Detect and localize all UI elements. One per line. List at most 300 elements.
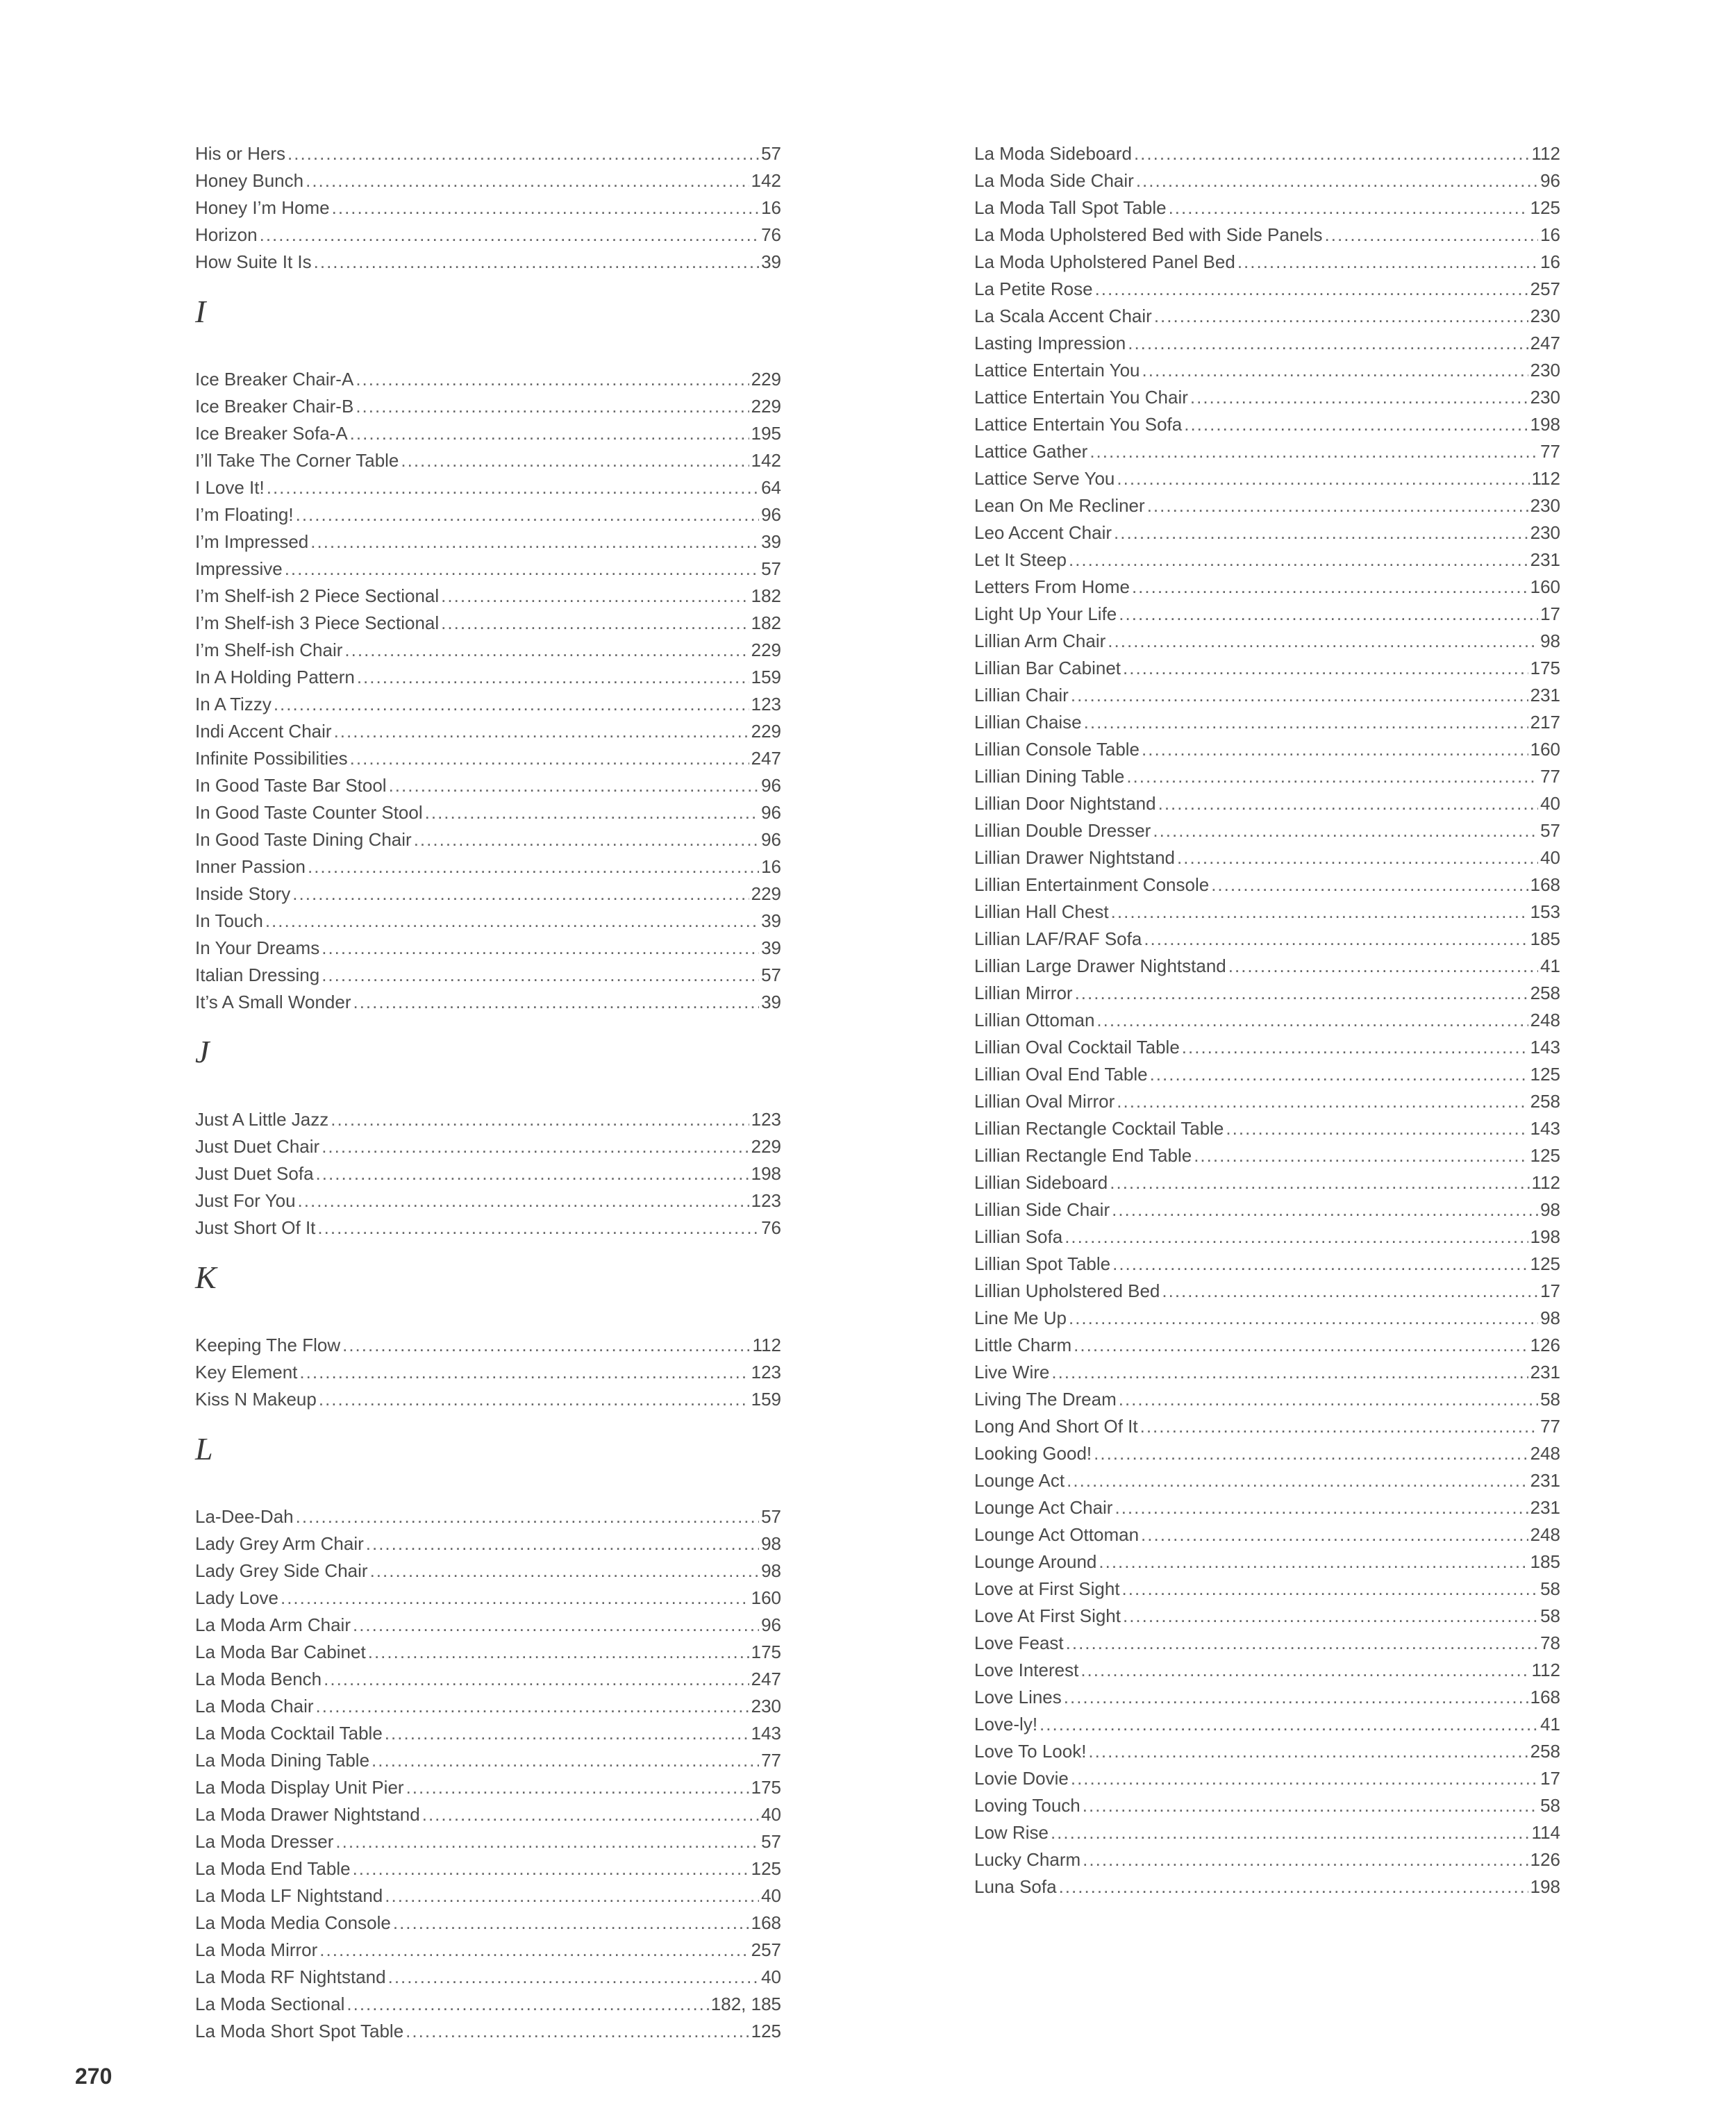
entry-page-ref: 175 xyxy=(751,1777,781,1798)
dot-leader xyxy=(1117,465,1529,492)
entry-page-ref: 76 xyxy=(761,224,781,245)
entry-title: La Moda Drawer Nightstand xyxy=(195,1804,420,1825)
entry-title: Lillian Rectangle End Table xyxy=(974,1145,1192,1166)
entry-page-ref: 123 xyxy=(751,694,781,715)
entry-page-ref: 96 xyxy=(761,504,781,525)
index-entry xyxy=(195,583,781,610)
section-letter-heading xyxy=(195,1242,781,1332)
section-letter-heading xyxy=(195,276,781,366)
dot-leader xyxy=(296,1503,759,1530)
dot-leader xyxy=(260,222,759,249)
index-entry xyxy=(974,1034,1560,1061)
dot-leader xyxy=(370,1557,760,1585)
index-entry xyxy=(195,528,781,555)
index-entry xyxy=(974,1630,1560,1657)
entry-title: Lady Grey Arm Chair xyxy=(195,1533,364,1554)
entry-title: I’m Shelf-ish Chair xyxy=(195,640,343,660)
entry-page-ref: 160 xyxy=(1530,576,1560,597)
entry-title: Keeping The Flow xyxy=(195,1335,341,1355)
dot-leader xyxy=(406,1774,749,1801)
entry-title: Just A Little Jazz xyxy=(195,1109,329,1130)
entry-page-ref: 57 xyxy=(761,143,781,164)
dot-leader xyxy=(1177,844,1538,871)
entry-page-ref: 258 xyxy=(1530,1741,1560,1762)
entry-page-ref: 112 xyxy=(1531,1172,1560,1193)
entry-title: Lillian Console Table xyxy=(974,739,1140,760)
entry-title: Italian Dressing xyxy=(195,964,320,985)
dot-leader xyxy=(1083,1792,1538,1819)
entry-title: La Moda Sectional xyxy=(195,1994,345,2014)
index-entry xyxy=(195,935,781,962)
entry-page-ref: 64 xyxy=(761,477,781,498)
entry-page-ref: 247 xyxy=(1530,333,1560,353)
index-entry xyxy=(195,1720,781,1747)
entry-title: It’s A Small Wonder xyxy=(195,992,351,1012)
index-entry xyxy=(195,1666,781,1693)
dot-leader xyxy=(1147,492,1528,519)
entry-title: Lady Grey Side Chair xyxy=(195,1560,368,1581)
entry-title: Lillian Door Nightstand xyxy=(974,793,1156,814)
entry-page-ref: 257 xyxy=(1530,278,1560,299)
index-entry xyxy=(195,772,781,799)
index-entry xyxy=(974,953,1560,980)
entry-title: Lillian Dining Table xyxy=(974,766,1125,787)
entry-page-ref: 58 xyxy=(1540,1795,1560,1816)
entry-page-ref: 258 xyxy=(1530,983,1560,1003)
entry-page-ref: 160 xyxy=(751,1587,781,1608)
entry-title: Just Short Of It xyxy=(195,1217,316,1238)
index-entry xyxy=(974,1576,1560,1603)
index-entry xyxy=(195,222,781,249)
index-entry xyxy=(195,799,781,826)
section-letter: L xyxy=(195,1431,213,1467)
dot-leader xyxy=(324,1666,749,1693)
dot-leader xyxy=(1119,1386,1538,1413)
dot-leader xyxy=(1110,1169,1529,1196)
dot-leader xyxy=(1134,140,1530,167)
entry-title: I’m Impressed xyxy=(195,531,309,552)
dot-leader xyxy=(1154,303,1528,330)
entry-page-ref: 125 xyxy=(751,2021,781,2041)
index-entry xyxy=(974,844,1560,871)
index-entry xyxy=(974,1603,1560,1630)
dot-leader xyxy=(1065,1223,1528,1251)
dot-leader xyxy=(1084,709,1528,736)
dot-leader xyxy=(316,1693,749,1720)
entry-page-ref: 185 xyxy=(1530,928,1560,949)
entry-title: Long And Short Of It xyxy=(974,1416,1138,1437)
index-entry xyxy=(974,411,1560,438)
dot-leader xyxy=(1051,1819,1530,1846)
index-entry xyxy=(974,1061,1560,1088)
dot-leader xyxy=(1228,953,1538,980)
entry-title: Lattice Gather xyxy=(974,441,1088,462)
dot-leader xyxy=(353,989,759,1016)
entry-page-ref: 230 xyxy=(1530,360,1560,381)
dot-leader xyxy=(401,447,749,474)
entry-title: Lattice Entertain You xyxy=(974,360,1140,381)
entry-title: In Good Taste Bar Stool xyxy=(195,775,387,796)
index-entry xyxy=(195,447,781,474)
section-letter: I xyxy=(195,294,206,329)
dot-leader xyxy=(298,1187,749,1214)
dot-leader xyxy=(425,799,759,826)
entry-page-ref: 229 xyxy=(751,369,781,390)
dot-leader xyxy=(1083,1846,1528,1873)
dot-leader xyxy=(1112,1251,1528,1278)
entry-title: Lillian Rectangle Cocktail Table xyxy=(974,1118,1224,1139)
dot-leader xyxy=(356,366,749,393)
dot-leader xyxy=(1064,1684,1528,1711)
dot-leader xyxy=(356,393,749,420)
entry-title: How Suite It Is xyxy=(195,251,312,272)
entry-page-ref: 40 xyxy=(761,1885,781,1906)
entry-page-ref: 57 xyxy=(761,558,781,579)
entry-title: Lillian Sideboard xyxy=(974,1172,1108,1193)
entry-title: In Good Taste Dining Chair xyxy=(195,829,412,850)
entry-title: Lillian Arm Chair xyxy=(974,630,1106,651)
index-entry xyxy=(195,1964,781,1991)
entry-page-ref: 258 xyxy=(1530,1091,1560,1112)
index-entry xyxy=(974,817,1560,844)
dot-leader xyxy=(334,718,749,745)
dot-leader xyxy=(1094,1440,1528,1467)
dot-leader xyxy=(1080,1657,1529,1684)
entry-page-ref: 231 xyxy=(1530,1470,1560,1491)
entry-page-ref: 16 xyxy=(1540,224,1560,245)
dot-leader xyxy=(1182,1034,1528,1061)
entry-title: La Moda Chair xyxy=(195,1696,314,1716)
index-entry xyxy=(195,1747,781,1774)
dot-leader xyxy=(310,528,759,555)
entry-title: Lean On Me Recliner xyxy=(974,495,1145,516)
index-entry xyxy=(195,1503,781,1530)
entry-page-ref: 39 xyxy=(761,937,781,958)
entry-page-ref: 17 xyxy=(1540,1280,1560,1301)
entry-title: Lovie Dovie xyxy=(974,1768,1069,1789)
index-entry xyxy=(195,1585,781,1612)
dot-leader xyxy=(292,880,749,908)
entry-page-ref: 248 xyxy=(1530,1010,1560,1030)
index-entry xyxy=(974,1386,1560,1413)
dot-leader xyxy=(422,1801,759,1828)
entry-title: Lillian Entertainment Console xyxy=(974,874,1210,895)
index-entry xyxy=(974,438,1560,465)
entry-page-ref: 248 xyxy=(1530,1524,1560,1545)
entry-page-ref: 142 xyxy=(751,450,781,471)
dot-leader xyxy=(287,140,759,167)
entry-page-ref: 17 xyxy=(1540,603,1560,624)
dot-leader xyxy=(1140,1413,1538,1440)
entry-page-ref: 175 xyxy=(1530,658,1560,678)
entry-title: Ice Breaker Sofa-A xyxy=(195,423,348,444)
dot-leader xyxy=(281,1585,749,1612)
entry-title: Ice Breaker Chair-B xyxy=(195,396,354,417)
index-entry xyxy=(195,249,781,276)
dot-leader xyxy=(1067,1467,1528,1494)
entry-title: Impressive xyxy=(195,558,283,579)
dot-leader xyxy=(319,1386,749,1413)
entry-page-ref: 16 xyxy=(1540,251,1560,272)
entry-title: In Your Dreams xyxy=(195,937,320,958)
entry-title: La Moda Bar Cabinet xyxy=(195,1641,366,1662)
entry-page-ref: 231 xyxy=(1530,1497,1560,1518)
entry-page-ref: 98 xyxy=(1540,630,1560,651)
entry-title: Lillian Sofa xyxy=(974,1226,1063,1247)
entry-page-ref: 112 xyxy=(1531,1660,1560,1680)
entry-title: Love At First Sight xyxy=(974,1605,1121,1626)
dot-leader xyxy=(308,853,759,880)
entry-page-ref: 231 xyxy=(1530,1362,1560,1382)
index-entry xyxy=(974,1738,1560,1765)
dot-leader xyxy=(1184,411,1528,438)
index-entry xyxy=(195,610,781,637)
entry-page-ref: 143 xyxy=(751,1723,781,1744)
dot-leader xyxy=(347,1991,708,2018)
section-letter: K xyxy=(195,1260,217,1295)
index-entry xyxy=(195,167,781,194)
dot-leader xyxy=(344,637,749,664)
dot-leader xyxy=(1169,194,1528,222)
entry-page-ref: 98 xyxy=(761,1533,781,1554)
dot-leader xyxy=(1069,546,1528,574)
entry-page-ref: 231 xyxy=(1530,549,1560,570)
dot-leader xyxy=(1040,1711,1538,1738)
entry-title: I’m Shelf-ish 2 Piece Sectional xyxy=(195,585,440,606)
entry-title: La Scala Accent Chair xyxy=(974,306,1152,326)
dot-leader xyxy=(1112,1196,1538,1223)
entry-title: His or Hers xyxy=(195,143,286,164)
entry-page-ref: 41 xyxy=(1540,1714,1560,1735)
entry-page-ref: 125 xyxy=(1530,197,1560,218)
entry-title: Lillian Upholstered Bed xyxy=(974,1280,1160,1301)
entry-title: Lucky Charm xyxy=(974,1849,1081,1870)
entry-page-ref: 123 xyxy=(751,1109,781,1130)
index-entry xyxy=(195,420,781,447)
dot-leader xyxy=(353,1855,749,1882)
entry-title: Lounge Act Chair xyxy=(974,1497,1113,1518)
entry-page-ref: 126 xyxy=(1530,1335,1560,1355)
entry-title: Lillian Drawer Nightstand xyxy=(974,847,1176,868)
index-entry xyxy=(974,1684,1560,1711)
entry-page-ref: 77 xyxy=(1540,766,1560,787)
dot-leader xyxy=(441,610,749,637)
index-entry xyxy=(974,1223,1560,1251)
index-entry xyxy=(974,1846,1560,1873)
entry-page-ref: 57 xyxy=(761,1831,781,1852)
entry-page-ref: 112 xyxy=(752,1335,781,1355)
entry-page-ref: 229 xyxy=(751,640,781,660)
dot-leader xyxy=(1071,682,1528,709)
entry-title: Line Me Up xyxy=(974,1308,1067,1328)
index-entry xyxy=(974,1142,1560,1169)
entry-page-ref: 247 xyxy=(751,748,781,769)
entry-page-ref: 123 xyxy=(751,1190,781,1211)
dot-leader xyxy=(267,474,759,501)
dot-leader xyxy=(274,691,749,718)
index-entry xyxy=(974,330,1560,357)
dot-leader xyxy=(441,583,749,610)
entry-title: Lillian Side Chair xyxy=(974,1199,1110,1220)
entry-page-ref: 198 xyxy=(1530,1226,1560,1247)
dot-leader xyxy=(1325,222,1539,249)
entry-title: Luna Sofa xyxy=(974,1876,1057,1897)
entry-page-ref: 231 xyxy=(1530,685,1560,705)
index-entry xyxy=(974,1278,1560,1305)
dot-leader xyxy=(1150,1061,1528,1088)
entry-page-ref: 40 xyxy=(761,1966,781,1987)
dot-leader xyxy=(1096,1007,1528,1034)
entry-page-ref: 126 xyxy=(1530,1849,1560,1870)
entry-page-ref: 182, 185 xyxy=(710,1994,781,2014)
entry-page-ref: 229 xyxy=(751,883,781,904)
entry-title: La Moda End Table xyxy=(195,1858,351,1879)
index-entry xyxy=(974,1819,1560,1846)
entry-title: Lattice Serve You xyxy=(974,468,1115,489)
index-entry xyxy=(195,1828,781,1855)
entry-page-ref: 96 xyxy=(761,1614,781,1635)
dot-leader xyxy=(389,772,760,799)
entry-title: La Moda Media Console xyxy=(195,1912,391,1933)
entry-page-ref: 153 xyxy=(1530,901,1560,922)
index-entry xyxy=(974,1765,1560,1792)
entry-page-ref: 125 xyxy=(1530,1064,1560,1085)
dot-leader xyxy=(1075,980,1528,1007)
entry-title: Lillian Large Drawer Nightstand xyxy=(974,955,1226,976)
index-entry xyxy=(195,501,781,528)
entry-title: Love at First Sight xyxy=(974,1578,1120,1599)
entry-title: Live Wire xyxy=(974,1362,1050,1382)
entry-title: Living The Dream xyxy=(974,1389,1117,1410)
dot-leader xyxy=(1226,1115,1528,1142)
entry-page-ref: 58 xyxy=(1540,1389,1560,1410)
dot-leader xyxy=(1128,330,1528,357)
entry-title: Let It Steep xyxy=(974,549,1067,570)
dot-leader xyxy=(1114,519,1528,546)
entry-page-ref: 217 xyxy=(1530,712,1560,733)
dot-leader xyxy=(1144,926,1528,953)
dot-leader xyxy=(1194,1142,1528,1169)
entry-title: In A Tizzy xyxy=(195,694,272,715)
entry-page-ref: 185 xyxy=(1530,1551,1560,1572)
entry-page-ref: 248 xyxy=(1530,1443,1560,1464)
index-entry xyxy=(195,1530,781,1557)
index-entry xyxy=(974,1873,1560,1900)
dot-leader xyxy=(1069,1305,1538,1332)
entry-title: Lounge Around xyxy=(974,1551,1097,1572)
entry-page-ref: 41 xyxy=(1540,955,1560,976)
index-entry xyxy=(195,1855,781,1882)
entry-title: Lillian LAF/RAF Sofa xyxy=(974,928,1142,949)
entry-title: Lillian Oval End Table xyxy=(974,1064,1148,1085)
entry-page-ref: 40 xyxy=(1540,847,1560,868)
index-entry xyxy=(195,1801,781,1828)
dot-leader xyxy=(1115,1494,1528,1521)
entry-title: Lillian Ottoman xyxy=(974,1010,1095,1030)
entry-page-ref: 182 xyxy=(751,585,781,606)
dot-leader xyxy=(265,908,759,935)
dot-leader xyxy=(385,1720,749,1747)
dot-leader xyxy=(1141,1521,1528,1548)
entry-page-ref: 229 xyxy=(751,396,781,417)
index-entry xyxy=(974,167,1560,194)
entry-title: La Moda Arm Chair xyxy=(195,1614,351,1635)
dot-leader xyxy=(1123,1603,1538,1630)
dot-leader xyxy=(1211,871,1528,899)
entry-page-ref: 247 xyxy=(751,1669,781,1689)
entry-page-ref: 257 xyxy=(751,1939,781,1960)
entry-title: Lattice Entertain You Sofa xyxy=(974,414,1183,435)
entry-title: Looking Good! xyxy=(974,1443,1092,1464)
entry-page-ref: 96 xyxy=(761,775,781,796)
index-entry xyxy=(195,1187,781,1214)
section-letter: J xyxy=(195,1034,210,1069)
index-entry xyxy=(195,637,781,664)
entry-title: Horizon xyxy=(195,224,258,245)
index-entry xyxy=(974,1169,1560,1196)
entry-page-ref: 96 xyxy=(1540,170,1560,191)
entry-title: Infinite Possibilities xyxy=(195,748,348,769)
entry-title: La Moda Side Chair xyxy=(974,170,1134,191)
index-entry xyxy=(195,140,781,167)
index-entry xyxy=(974,249,1560,276)
index-entry xyxy=(974,492,1560,519)
entry-title: Lasting Impression xyxy=(974,333,1126,353)
entry-title: Love Interest xyxy=(974,1660,1079,1680)
dot-leader xyxy=(1108,628,1538,655)
entry-page-ref: 39 xyxy=(761,531,781,552)
index-entry xyxy=(195,1332,781,1359)
dot-leader xyxy=(368,1639,749,1666)
entry-page-ref: 198 xyxy=(751,1163,781,1184)
entry-title: Indi Accent Chair xyxy=(195,721,332,742)
index-entry xyxy=(195,826,781,853)
entry-title: I Love It! xyxy=(195,477,265,498)
dot-leader xyxy=(316,1160,749,1187)
entry-title: La Moda Short Spot Table xyxy=(195,2021,404,2041)
index-entry xyxy=(974,871,1560,899)
dot-leader xyxy=(314,249,759,276)
entry-title: Little Charm xyxy=(974,1335,1072,1355)
dot-leader xyxy=(335,1828,759,1855)
index-entry xyxy=(974,763,1560,790)
index-entry xyxy=(974,546,1560,574)
entry-page-ref: 229 xyxy=(751,721,781,742)
entry-page-ref: 112 xyxy=(1531,143,1560,164)
entry-page-ref: 230 xyxy=(751,1696,781,1716)
index-entry xyxy=(974,1196,1560,1223)
entry-page-ref: 39 xyxy=(761,251,781,272)
section-letter-heading xyxy=(195,1413,781,1503)
entry-title: La-Dee-Dah xyxy=(195,1506,294,1527)
dot-leader xyxy=(406,2018,749,2045)
entry-title: Honey I’m Home xyxy=(195,197,330,218)
entry-title: Love-ly! xyxy=(974,1714,1038,1735)
dot-leader xyxy=(296,501,759,528)
index-entry xyxy=(974,736,1560,763)
entry-page-ref: 57 xyxy=(1540,820,1560,841)
entry-title: La Moda RF Nightstand xyxy=(195,1966,386,1987)
index-entry xyxy=(974,140,1560,167)
entry-title: Lounge Act Ottoman xyxy=(974,1524,1140,1545)
index-entry xyxy=(195,1214,781,1242)
dot-leader xyxy=(285,555,759,583)
entry-page-ref: 77 xyxy=(1540,1416,1560,1437)
index-entry xyxy=(195,1359,781,1386)
entry-title: In Touch xyxy=(195,910,263,931)
entry-title: Key Element xyxy=(195,1362,298,1382)
dot-leader xyxy=(1142,736,1528,763)
